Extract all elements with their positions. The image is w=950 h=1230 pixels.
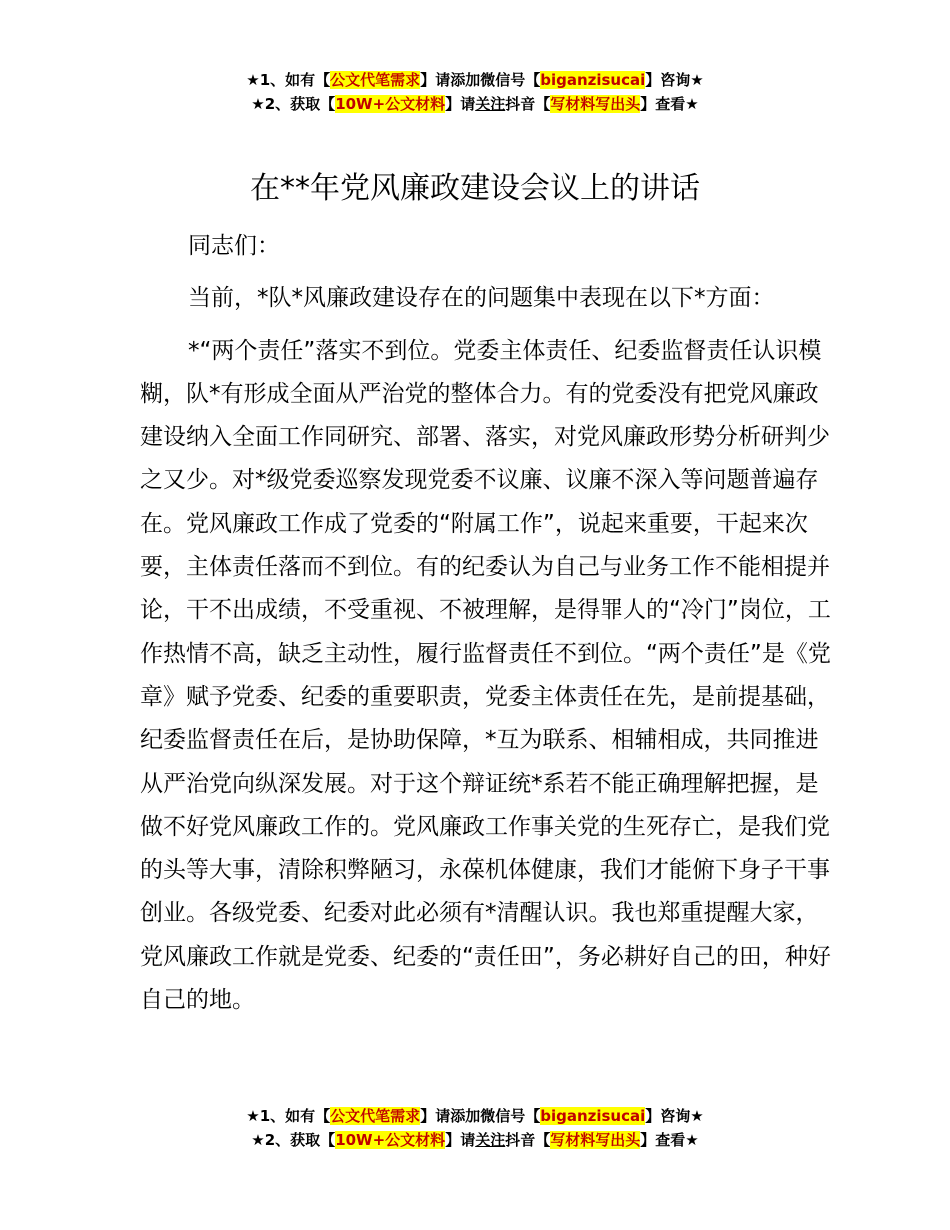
wechat-id-highlight: biganzisucai (540, 1107, 646, 1125)
promo-text: 】查看★ (640, 95, 699, 113)
promo-text: 】咨询★ (645, 1107, 704, 1125)
promo-text: 】请添加微信号【 (420, 1107, 541, 1125)
promo-text: ★1、如有【 (246, 71, 331, 89)
promo-highlight: 写材料写出头 (550, 1131, 641, 1149)
document-title: 在**年党风廉政建设会议上的讲话 (250, 171, 700, 206)
promo-text: 抖音【 (505, 1131, 551, 1149)
promo-highlight: 写材料写出头 (550, 95, 641, 113)
promo-highlight: 公文代笔需求 (330, 71, 421, 89)
salutation: 同志们： (188, 233, 280, 259)
promo-banner-top (0, 68, 950, 116)
promo-line-2 (0, 1128, 950, 1152)
promo-text: 抖音【 (505, 95, 551, 113)
wechat-id-highlight: biganzisucai (540, 71, 646, 89)
promo-text: 】咨询★ (645, 71, 704, 89)
promo-text: ★1、如有【 (246, 1107, 331, 1125)
promo-text: 】查看★ (640, 1131, 699, 1149)
promo-highlight: 公文代笔需求 (330, 1107, 421, 1125)
promo-banner-bottom (0, 1104, 950, 1152)
promo-highlight: 10W+公文材料 (335, 1131, 446, 1149)
promo-line-1 (0, 68, 950, 92)
paragraph-main: *“两个责任”落实不到位。党委主体责任、纪委监督责任认识模糊，队*有形成全面从严治党的整体合力。有的党委没有把党风廉政建设纳入全面工作同研究、部署、落实，对党风廉政形势分析研判少之又少。对*级党委巡察发现党委不议廉、议廉不深入等问题普遍存在。党风廉政工作成了党委的“附属工作”，说起来重要，干起来次要，主体责任落而不到位。有的纪委认为自己与业务工作不能相提并论，干不出成绩，不受重视、不被理解，是得罪人的“冷门”岗位，工作热情不高，缺乏主动性，履行监督责任不到位。“两个责任”是《党章》赋予党委、纪委的重要职责，党委主体责任在先，是前提基础，纪委监督责任在后，是协助保障，*互为联系、相辅相成，共同推进从严治党向纵深发展。对于这个辩证统*系若不能正确理解把握，是做不好党风廉政工作的。党风廉政工作事关党的生死存亡，是我们党的头等大事，清除积弊陋习，永葆机体健康，我们才能俯下身子干事创业。各级党委、纪委对此必须有*清醒认识。我也郑重提醒大家，党风廉政工作就是党委、纪委的“责任田”，务必耕好自己的田，种好自己的地。 (140, 337, 831, 1014)
promo-line-2 (0, 92, 950, 116)
promo-text: ★2、获取【 (251, 1131, 336, 1149)
promo-text: ★2、获取【 (251, 95, 336, 113)
promo-line-1 (0, 1104, 950, 1128)
promo-highlight: 10W+公文材料 (335, 95, 446, 113)
document-body (140, 225, 832, 1022)
promo-underlined: 关注 (475, 95, 506, 113)
promo-text: 】请 (445, 95, 476, 113)
promo-text: 】请 (445, 1131, 476, 1149)
paragraph-intro: 当前，*队*风廉政建设存在的问题集中表现在以下*方面： (188, 285, 775, 312)
promo-text: 】请添加微信号【 (420, 71, 541, 89)
promo-underlined: 关注 (475, 1131, 506, 1149)
